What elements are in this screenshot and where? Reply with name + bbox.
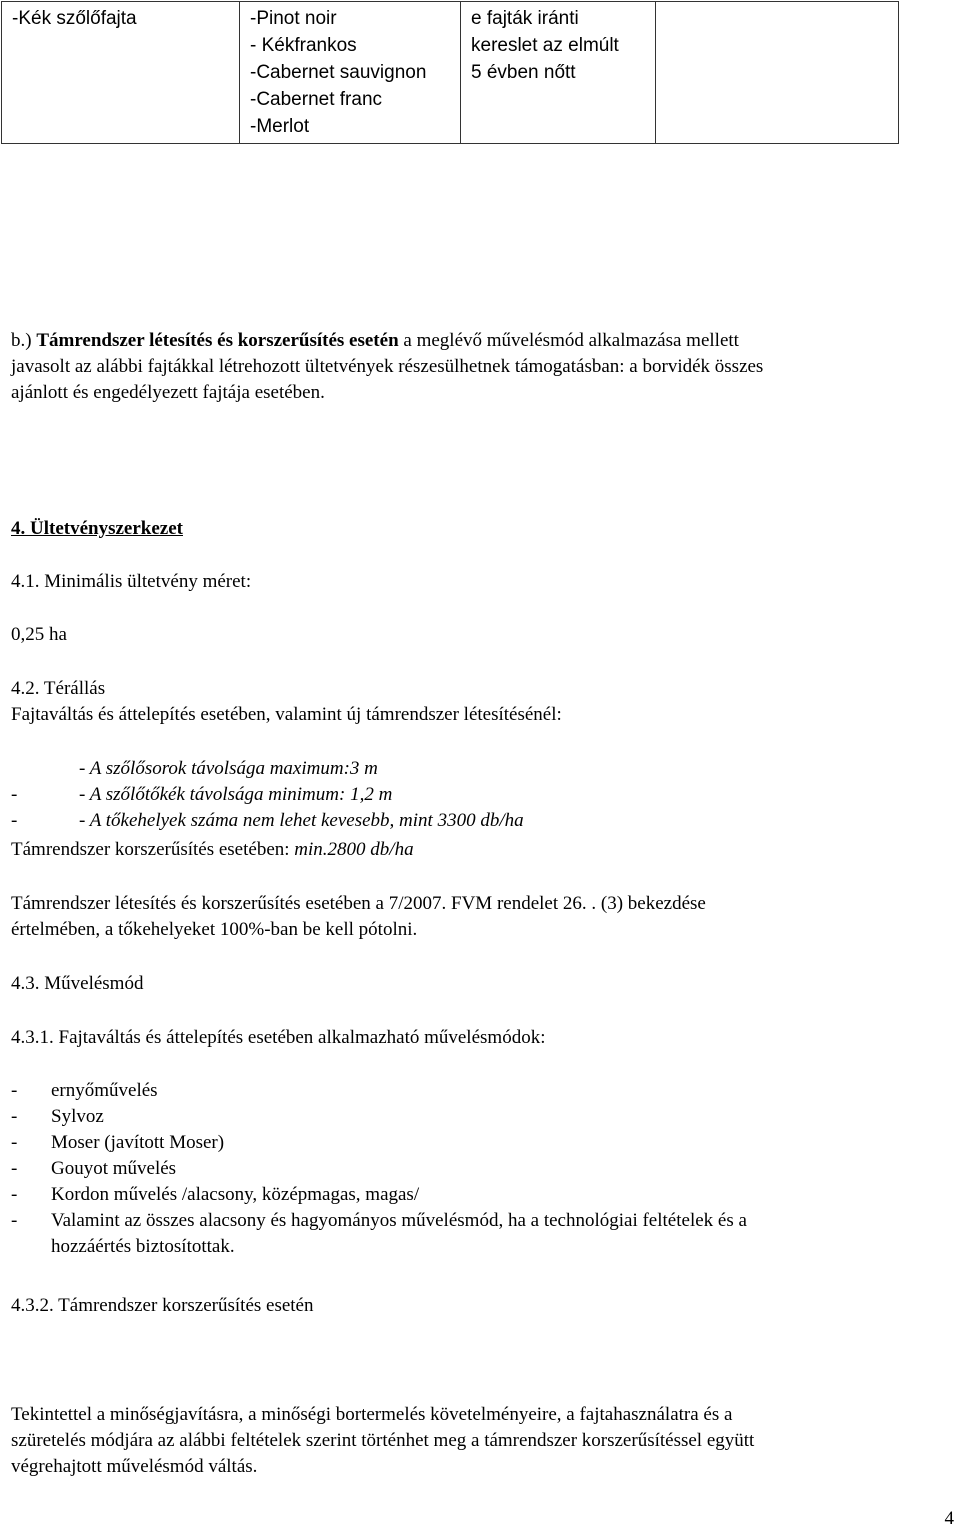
list-item xyxy=(11,808,951,834)
page-number: 4 xyxy=(944,1508,954,1529)
section-b-prefix: b.) xyxy=(11,330,37,351)
table-cell-demand xyxy=(461,2,656,144)
subsection-4-1-title: 4.1. Minimális ültetvény méret: xyxy=(11,571,252,592)
list-dash: - xyxy=(11,810,18,831)
list-item-text: Valamint az összes alacsony és hagyományos művelésmód, ha a technológiai feltételek és a xyxy=(51,1210,747,1231)
list-item: - Gouyot művelés xyxy=(11,1158,177,1179)
cell-line: e fajták iránti xyxy=(471,8,579,29)
list-item-text: ernyőművelés xyxy=(51,1080,158,1101)
list-item xyxy=(11,756,951,782)
cell-line: 5 évben nőtt xyxy=(471,62,576,83)
modernization-density xyxy=(11,837,951,863)
cell-line: -Cabernet sauvignon xyxy=(250,62,427,83)
section-heading: 4. Ültetvényszerkezet xyxy=(11,518,183,539)
cultivation-method-list xyxy=(11,1078,951,1260)
list-item-text: - A szőlőtőkék távolsága minimum: 1,2 m xyxy=(79,784,393,805)
subsection-4-2-intro: Fajtaváltás és áttelepítés esetében, valamint új támrendszer létesítésénél: xyxy=(11,704,562,725)
subsection-4-3-2-title: 4.3.2. Támrendszer korszerűsítés esetén xyxy=(11,1295,314,1316)
modernization-value: min.2800 db/ha xyxy=(294,839,414,860)
section-b-paragraph xyxy=(11,328,951,406)
closing-paragraph xyxy=(11,1402,951,1480)
list-item-text: Moser (javított Moser) xyxy=(51,1132,225,1153)
list-item-text: - A tőkehelyek száma nem lehet kevesebb, mint 3300 db/ha xyxy=(79,810,524,831)
table-cell-varieties xyxy=(240,2,461,144)
modernization-label: Támrendszer korszerűsítés esetében: xyxy=(11,839,295,860)
list-dash: - xyxy=(11,784,18,805)
cell-line: - Kékfrankos xyxy=(250,35,357,56)
subsection-4-3-title: 4.3. Művelésmód xyxy=(11,973,144,994)
subsection-4-3-1-title: 4.3.1. Fajtaváltás és áttelepítés esetében alkalmazható művelésmódok: xyxy=(11,1027,546,1048)
list-item-text: Gouyot művelés xyxy=(51,1158,177,1179)
subsection-4-2-title: 4.2. Térállás xyxy=(11,678,106,699)
cell-line: -Merlot xyxy=(250,116,310,137)
list-item-text: Sylvoz xyxy=(51,1106,104,1127)
table-row xyxy=(2,2,899,144)
list-item-continuation xyxy=(11,1234,951,1260)
list-item xyxy=(11,782,951,808)
list-item: - Kordon művelés /alacsony, középmagas, magas/ xyxy=(11,1184,420,1205)
list-item-text: hozzáértés biztosítottak. xyxy=(51,1236,235,1257)
table-cell-empty xyxy=(656,2,899,144)
section-b-line: a meglévő művelésmód alkalmazása mellett xyxy=(398,330,739,351)
closing-line: szüretelés módjára az alábbi feltételek szerint történhet meg a támrendszer korszerűsítéssel együtt xyxy=(11,1430,755,1451)
section-b-line: javasolt az alábbi fajtákkal létrehozott ültetvények részesülhetnek támogatásban: a borvidék összes xyxy=(11,356,764,377)
regulation-note-line: Támrendszer létesítés és korszerűsítés esetében a 7/2007. FVM rendelet 26. . (3) bekezdése xyxy=(11,893,706,914)
regulation-note-line: értelmében, a tőkehelyeket 100%-ban be kell pótolni. xyxy=(11,919,418,940)
cell-line: -Cabernet franc xyxy=(250,89,383,110)
list-item: - Moser (javított Moser) xyxy=(11,1132,225,1153)
section-b-line: ajánlott és engedélyezett fajtája esetében. xyxy=(11,382,325,403)
cell-line: kereslet az elmúlt xyxy=(471,35,619,56)
closing-line: végrehajtott művelésmód váltás. xyxy=(11,1456,258,1477)
section-b-bold: Támrendszer létesítés és korszerűsítés esetén xyxy=(36,330,399,351)
table-cell-variety-type xyxy=(2,2,240,144)
regulation-note xyxy=(11,891,951,943)
subsection-4-1-value: 0,25 ha xyxy=(11,624,67,645)
cell-line: -Pinot noir xyxy=(250,8,337,29)
list-item: - ernyőművelés xyxy=(11,1080,158,1101)
list-item-text: - A szőlősorok távolsága maximum:3 m xyxy=(79,758,378,779)
cell-line: -Kék szőlőfajta xyxy=(12,8,137,29)
list-item: - Valamint az összes alacsony és hagyományos művelésmód, ha a technológiai feltételek és a xyxy=(11,1210,747,1231)
variety-table xyxy=(1,1,899,144)
closing-line: Tekintettel a minőségjavításra, a minőségi bortermelés követelményeire, a fajtahasználatra és a xyxy=(11,1404,733,1425)
list-item: - Sylvoz xyxy=(11,1106,104,1127)
list-item-text: Kordon művelés /alacsony, középmagas, magas/ xyxy=(51,1184,420,1205)
spacing-list xyxy=(11,756,951,834)
